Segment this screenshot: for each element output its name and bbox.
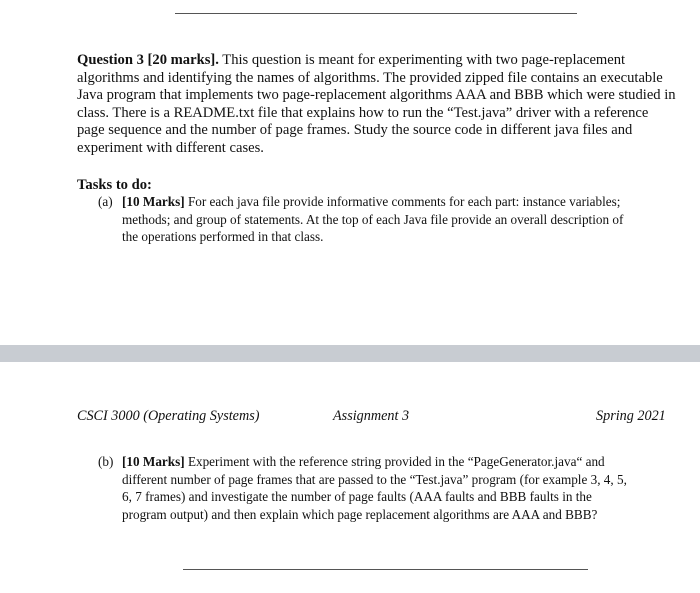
- top-rule: [175, 13, 577, 14]
- task-a-marks: [10 Marks]: [122, 194, 185, 209]
- page-separator-band: [0, 345, 700, 362]
- task-b: [98, 453, 678, 531]
- task-a-line-2: methods; and group of statements. At the top of each Java file provide an overall description of: [122, 211, 624, 227]
- task-b-line-2: different number of page frames that are passed to the “Test.java” program (for example 3, 4, 5,: [122, 471, 627, 487]
- task-b-marks: [10 Marks]: [122, 454, 185, 469]
- task-a-marker: (a): [98, 194, 113, 209]
- task-a: [98, 193, 678, 253]
- task-b-line-3: 6, 7 frames) and investigate the number of page faults (AAA faults and BBB faults in the: [122, 489, 592, 505]
- bottom-rule: [183, 569, 588, 570]
- task-b-marker: (b): [98, 454, 114, 469]
- task-b-line-4: program output) and then explain which page replacement algorithms are AAA and BBB?: [122, 507, 598, 523]
- task-b-body: [122, 453, 627, 524]
- tasks-heading: Tasks to do:: [77, 177, 152, 193]
- question-3-paragraph: [77, 52, 677, 157]
- assignment-label: Assignment 3: [333, 408, 410, 424]
- task-a-line-1: For each java file provide informative comments for each part: instance variables;: [187, 194, 621, 209]
- question-heading: Question 3 [20 marks].: [77, 52, 219, 68]
- task-b-line-1: Experiment with the reference string provided in the “PageGenerator.java“ and: [187, 454, 605, 469]
- course-label: CSCI 3000 (Operating Systems): [77, 408, 260, 424]
- question-text: This question is meant for experimenting with two page-replacement algorithms and identifying the names of algorithms. The provided zipped file contains an executable Java program that implements two page-replacement algorithms AAA and BBB which were studied in class. There is a README.txt file that explains how to run the “Test.java” driver with a reference page sequence and the number of page frames. Study the source code in different java files and experiment with different cases.: [77, 52, 676, 156]
- task-a-line-3: the operations performed in that class.: [122, 229, 324, 245]
- task-a-body: [122, 193, 623, 246]
- term-label: Spring 2021: [596, 408, 666, 424]
